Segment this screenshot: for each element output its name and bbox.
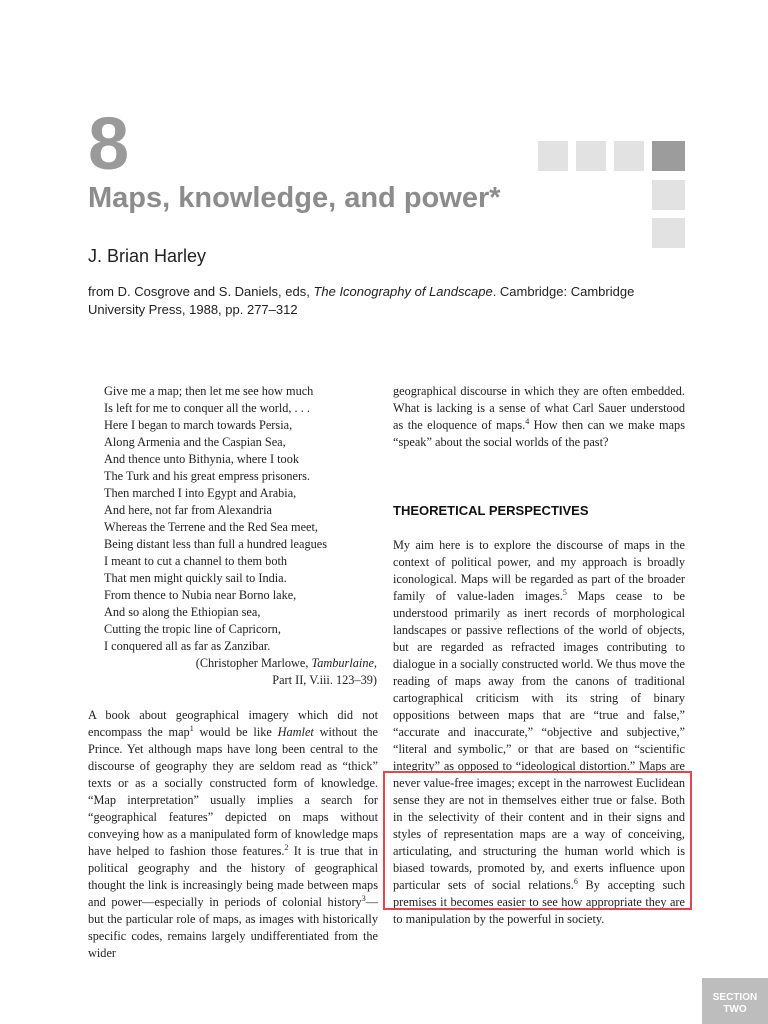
epigraph-line: I conquered all as far as Zanzibar. bbox=[104, 639, 271, 653]
citation-work: Tamburlaine, bbox=[311, 656, 377, 670]
source-suffix: . Cambridge: Cambridge University Press, 1988, pp. 277–312 bbox=[88, 284, 635, 317]
epigraph-line: And thence unto Bithynia, where I took bbox=[104, 452, 299, 466]
epigraph-line: Then marched I into Egypt and Arabia, bbox=[104, 486, 297, 500]
decor-square bbox=[538, 141, 568, 171]
text-run: My aim here is to explore the discourse of maps in the context of political power, and my approach is broadly iconological. Maps will be regarded as part of the broader family of value-laden images. bbox=[393, 538, 685, 603]
epigraph-citation bbox=[104, 655, 377, 672]
chapter-number: 8 bbox=[88, 102, 130, 185]
chapter-title: Maps, knowledge, and power* bbox=[88, 182, 501, 214]
body-paragraph-right-1 bbox=[393, 383, 685, 451]
epigraph-line: Whereas the Terrene and the Red Sea meet, bbox=[104, 520, 319, 534]
footnote-ref: 2 bbox=[284, 842, 289, 852]
footnote-ref: 3 bbox=[361, 893, 366, 903]
text-run: A book about geographical imagery which did not encompass the map bbox=[88, 708, 378, 739]
source-citation bbox=[88, 283, 688, 319]
epigraph-line: That men might quickly sail to India. bbox=[104, 571, 287, 585]
section-heading: THEORETICAL PERSPECTIVES bbox=[393, 503, 589, 518]
text-run: It is true that in political geography and the history of geographical thought the link is increasingly being made between maps and power—especially in periods of colonial history bbox=[88, 844, 378, 909]
text-run: would be like bbox=[193, 725, 278, 739]
text-run: How then can we make maps “speak” about the social worlds of the past? bbox=[393, 418, 685, 449]
text-run: Maps cease to be understood primarily as inert records of morphological landscapes or passive reflections of the world of objects, but are regarded as refracted images contributing to dialogue in a socially constructed world. We thus move the reading of maps away from the canons of traditional cartographical criticism with its string of binary oppositions between maps that are “true and false,” “accurate and inaccurate,” “objective and subjective,” “literal and symbolic,” or that are based on “scientific integrity” as opposed to “ideological distortion.” Maps are never value-free images; except in the narrowest Euclidean sense they are not in themselves either true or false. Both in the selectivity of their content and in their signs and styles of representation maps are a way of conceiving, articulating, and structuring the human world which is biased towards, promoted by, and exerts influence upon particular sets of social relations. bbox=[393, 589, 686, 892]
epigraph-line: Cutting the tropic line of Capricorn, bbox=[104, 622, 281, 636]
section-tab bbox=[702, 978, 768, 1024]
decor-square bbox=[614, 141, 644, 171]
footnote-ref: 6 bbox=[573, 876, 578, 886]
epigraph-line: I meant to cut a channel to them both bbox=[104, 554, 288, 568]
source-book-title: The Iconography of Landscape bbox=[313, 284, 493, 299]
epigraph-line: Give me a map; then let me see how much bbox=[104, 384, 314, 398]
epigraph-line: The Turk and his great empress prisoners. bbox=[104, 469, 310, 483]
epigraph-line: Along Armenia and the Caspian Sea, bbox=[104, 435, 286, 449]
highlight-box bbox=[383, 771, 692, 910]
decor-square bbox=[576, 141, 606, 171]
epigraph-line: And here, not far from Alexandria bbox=[104, 503, 272, 517]
epigraph-line: Here I began to march towards Persia, bbox=[104, 418, 293, 432]
epigraph-line: Being distant less than full a hundred leagues bbox=[104, 537, 328, 551]
citation-prefix: (Christopher Marlowe, bbox=[195, 656, 312, 670]
text-run: By accepting such premises it becomes easier to see how appropriate they are to manipulation by the powerful in society. bbox=[393, 878, 685, 926]
text-run: geographical discourse in which they are often embedded. What is lacking is a sense of what Carl Sauer understood as the eloquence of maps. bbox=[393, 384, 685, 432]
footnote-ref: 1 bbox=[189, 723, 194, 733]
epigraph-line: From thence to Nubia near Borno lake, bbox=[104, 588, 297, 602]
epigraph-citation-ref: Part II, V.iii. 123–39) bbox=[272, 673, 377, 687]
epigraph-line: Is left for me to conquer all the world, . . . bbox=[104, 401, 310, 415]
footnote-ref: 5 bbox=[562, 587, 567, 597]
decor-square-dark bbox=[652, 141, 685, 171]
section-tab-line1: SECTION bbox=[712, 992, 758, 1003]
decor-square bbox=[652, 180, 685, 210]
decor-square bbox=[652, 218, 685, 248]
section-tab-line2: TWO bbox=[723, 1004, 747, 1015]
body-paragraph-left bbox=[88, 707, 378, 962]
text-run: without the Prince. Yet although maps have long been central to the discourse of geography they are seldom read as “thick” texts or as a socially constructed form of knowledge. “Map interpretation” usually implies a search for “geographical features” depicted on maps without conveying how as a manipulated form of knowledge maps have helped to fashion those features. bbox=[88, 725, 378, 858]
source-prefix: from D. Cosgrove and S. Daniels, eds, bbox=[88, 284, 314, 299]
epigraph-line: And so along the Ethiopian sea, bbox=[104, 605, 261, 619]
author-name: J. Brian Harley bbox=[88, 246, 207, 266]
text-run: —but the particular role of maps, as images with historically specific codes, remains largely undifferentiated from the wider bbox=[88, 895, 378, 960]
italic-title: Hamlet bbox=[277, 725, 314, 739]
epigraph bbox=[104, 383, 379, 689]
footnote-ref: 4 bbox=[525, 416, 530, 426]
